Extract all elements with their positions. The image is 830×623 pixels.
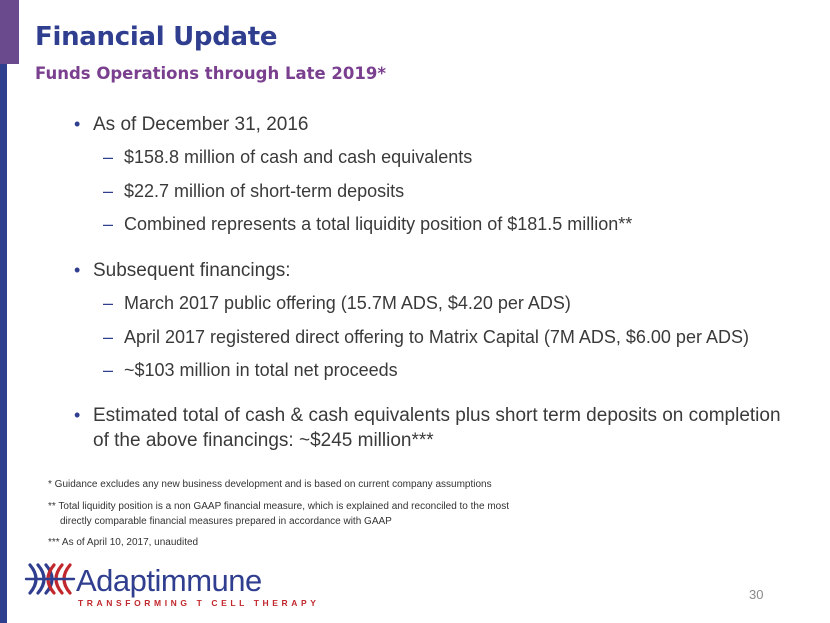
dash-marker: – <box>103 181 114 201</box>
bullet-2-sub-1: March 2017 public offering (15.7M ADS, $4.20 per ADS) <box>124 293 571 313</box>
footnote-2-line1: ** Total liquidity position is a non GAAP financial measure, which is explained and reconciled to the most <box>48 501 510 512</box>
logo-wordmark: Adaptimmune <box>76 563 262 598</box>
bullet-2-text: Subsequent financings: <box>93 260 291 281</box>
footnote-1: * Guidance excludes any new business development and is based on current company assumptions <box>48 479 492 490</box>
dash-marker: – <box>103 214 114 234</box>
bullet-3-text-line1: Estimated total of cash & cash equivalents plus short term deposits on completion <box>93 405 781 426</box>
bullet-2-sub-2: April 2017 registered direct offering to Matrix Capital (7M ADS, $6.00 per ADS) <box>124 327 749 347</box>
page-number: 30 <box>749 587 764 602</box>
bullet-marker: • <box>74 114 81 134</box>
dash-marker: – <box>103 147 114 167</box>
slide-title: Financial Update <box>35 22 278 52</box>
side-accent-bar-top <box>0 0 19 64</box>
footnote-2-line2: directly comparable financial measures prepared in accordance with GAAP <box>60 516 392 527</box>
bullet-1-text: As of December 31, 2016 <box>93 114 309 135</box>
bullet-1-sub-3: Combined represents a total liquidity position of $181.5 million** <box>124 214 633 234</box>
dash-marker: – <box>103 360 114 380</box>
side-accent-bar <box>0 64 7 623</box>
bullet-marker: • <box>74 405 81 425</box>
logo-tagline: TRANSFORMING T CELL THERAPY <box>78 598 320 608</box>
slide-subtitle: Funds Operations through Late 2019* <box>35 64 386 83</box>
dash-marker: – <box>103 293 114 313</box>
dash-marker: – <box>103 327 114 347</box>
bullet-3-text-line2: of the above financings: ~$245 million*** <box>93 430 434 451</box>
bullet-2-sub-3: ~$103 million in total net proceeds <box>124 360 398 380</box>
footnote-3: *** As of April 10, 2017, unaudited <box>48 537 199 548</box>
bullet-marker: • <box>74 260 81 280</box>
bullet-1-sub-2: $22.7 million of short-term deposits <box>124 181 405 201</box>
bullet-1-sub-1: $158.8 million of cash and cash equivalents <box>124 147 473 167</box>
